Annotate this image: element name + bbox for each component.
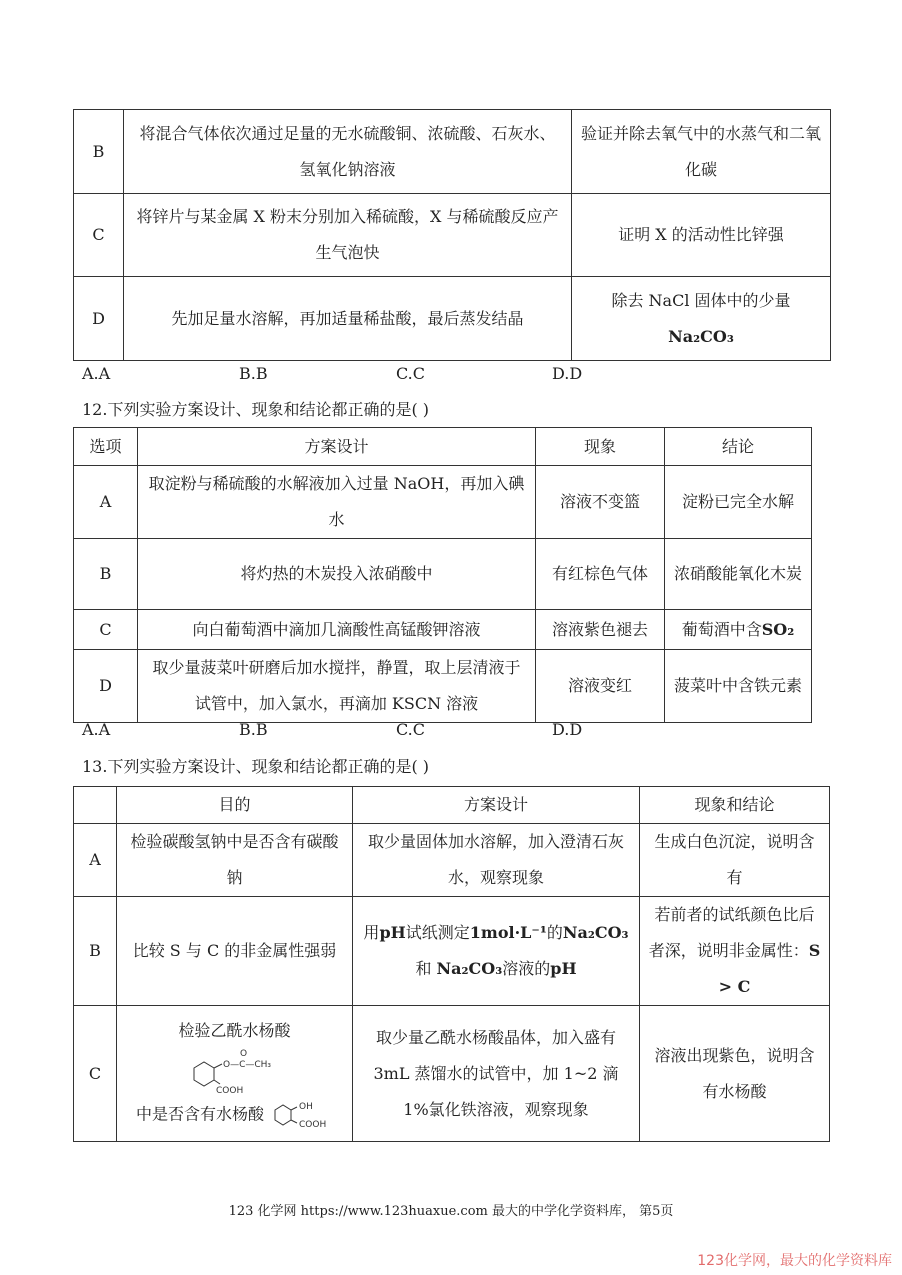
header-design: 方案设计 xyxy=(138,428,536,466)
salicylic-acid-structure xyxy=(269,1098,333,1132)
experiment-table-q13 xyxy=(73,786,830,1142)
design-cell: 取少量固体加水溶解，加入澄清石灰水，观察现象 xyxy=(353,824,640,897)
question-12-title: 12.下列实验方案设计、现象和结论都正确的是( ) xyxy=(82,400,430,419)
formula: SO₂ xyxy=(761,619,795,639)
purpose-cell: 证明 X 的活动性比锌强 xyxy=(572,194,831,277)
answer-options-q11 xyxy=(82,364,682,384)
page-footer: 123 化学网 https://www.123huaxue.com 最大的中学化学资料库， 第5页 xyxy=(228,1204,674,1219)
header-purpose: 目的 xyxy=(117,787,353,824)
row-label: D xyxy=(74,277,124,361)
purpose-text: 检验乙酰水杨酸 xyxy=(178,1020,291,1040)
svg-text:O—C—CH₃: O—C—CH₃ xyxy=(222,1059,271,1070)
option-d[interactable]: D.D xyxy=(552,364,583,383)
conclusion-cell: 菠菜叶中含铁元素 xyxy=(665,650,812,723)
row-label: C xyxy=(74,194,124,277)
acetylsalicylic-acid-structure xyxy=(180,1048,290,1096)
formula: Na₂CO₃ xyxy=(668,326,734,346)
svg-text:COOH: COOH xyxy=(215,1085,243,1096)
header-blank xyxy=(74,787,117,824)
option-b[interactable]: B.B xyxy=(239,364,268,383)
design-cell: 取淀粉与稀硫酸的水解液加入过量 NaOH，再加入碘水 xyxy=(138,466,536,539)
row-label: C xyxy=(74,1006,117,1142)
design-text: 溶液的 xyxy=(502,959,551,978)
phenomenon-cell: 溶液紫色褪去 xyxy=(536,610,665,650)
design-cell: 先加足量水溶解，再加适量稀盐酸，最后蒸发结晶 xyxy=(124,277,572,361)
header-design: 方案设计 xyxy=(353,787,640,824)
row-label: D xyxy=(74,650,138,723)
result-cell: 溶液出现紫色，说明含有水杨酸 xyxy=(640,1006,830,1142)
header-option: 选项 xyxy=(74,428,138,466)
purpose-text: 中是否含有水杨酸 xyxy=(135,1104,264,1123)
svg-text:COOH: COOH xyxy=(299,1119,327,1130)
svg-text:O: O xyxy=(239,1048,247,1059)
row-label: B xyxy=(74,897,117,1006)
design-text: 的 xyxy=(546,923,563,942)
option-c[interactable]: C.C xyxy=(396,720,425,739)
formula: S > C xyxy=(718,941,821,996)
result-cell: 生成白色沉淀，说明含有 xyxy=(640,824,830,897)
question-13-title: 13.下列实验方案设计、现象和结论都正确的是( ) xyxy=(82,757,430,776)
row-label: B xyxy=(74,539,138,610)
watermark: 123化学网，最大的化学资料库 xyxy=(697,1253,892,1269)
conclusion-text: 葡萄酒中含 xyxy=(681,619,762,639)
phenomenon-cell: 有红棕色气体 xyxy=(536,539,665,610)
concentration: 1mol·L⁻¹ xyxy=(469,923,547,942)
phenomenon-cell: 溶液不变篮 xyxy=(536,466,665,539)
row-label: B xyxy=(74,110,124,194)
design-cell: 取少量菠菜叶研磨后加水搅拌，静置，取上层清液于试管中，加入氯水，再滴加 KSCN 溶液 xyxy=(138,650,536,723)
design-cell: 将混合气体依次通过足量的无水硫酸铜、浓硫酸、石灰水、氢氧化钠溶液 xyxy=(124,110,572,194)
result-cell xyxy=(640,897,830,1006)
design-cell: 将锌片与某金属 X 粉末分别加入稀硫酸，X 与稀硫酸反应产生气泡快 xyxy=(124,194,572,277)
row-label: A xyxy=(74,824,117,897)
option-d[interactable]: D.D xyxy=(552,720,583,739)
conclusion-cell: 淀粉已完全水解 xyxy=(665,466,812,539)
ph-term: pH xyxy=(379,923,406,942)
purpose-cell xyxy=(117,1006,353,1142)
conclusion-cell: 浓硝酸能氧化木炭 xyxy=(665,539,812,610)
design-cell: 将灼热的木炭投入浓硝酸中 xyxy=(138,539,536,610)
result-text: 若前者的试纸颜色比后者深，说明非金属性： xyxy=(648,905,815,960)
purpose-cell: 比较 S 与 C 的非金属性强弱 xyxy=(117,897,353,1006)
header-result: 现象和结论 xyxy=(640,787,830,824)
experiment-table-q11 xyxy=(73,109,831,361)
row-label: A xyxy=(74,466,138,539)
header-phenomenon: 现象 xyxy=(536,428,665,466)
design-cell: 取少量乙酰水杨酸晶体，加入盛有 3mL 蒸馏水的试管中，加 1~2 滴 1%氯化铁溶液，观察现象 xyxy=(353,1006,640,1142)
option-a[interactable]: A.A xyxy=(82,720,111,739)
purpose-cell: 检验碳酸氢钠中是否含有碳酸钠 xyxy=(117,824,353,897)
design-cell: 向白葡萄酒中滴加几滴酸性高锰酸钾溶液 xyxy=(138,610,536,650)
svg-text:OH: OH xyxy=(299,1101,313,1112)
design-cell xyxy=(353,897,640,1006)
purpose-cell xyxy=(572,277,831,361)
header-conclusion: 结论 xyxy=(665,428,812,466)
ph-term: pH xyxy=(550,959,577,978)
design-text: 和 xyxy=(415,959,432,978)
formula: Na₂CO₃ xyxy=(436,959,503,978)
answer-options-q12 xyxy=(82,720,682,740)
option-b[interactable]: B.B xyxy=(239,720,268,739)
row-label: C xyxy=(74,610,138,650)
formula: Na₂CO₃ xyxy=(562,923,629,942)
design-text: 用 xyxy=(363,923,380,942)
option-c[interactable]: C.C xyxy=(396,364,425,383)
purpose-text: 除去 NaCl 固体中的少量 xyxy=(611,290,791,310)
conclusion-cell xyxy=(665,610,812,650)
phenomenon-cell: 溶液变红 xyxy=(536,650,665,723)
option-a[interactable]: A.A xyxy=(82,364,111,383)
experiment-table-q12 xyxy=(73,427,812,723)
purpose-cell: 验证并除去氧气中的水蒸气和二氧化碳 xyxy=(572,110,831,194)
design-text: 试纸测定 xyxy=(405,923,470,942)
